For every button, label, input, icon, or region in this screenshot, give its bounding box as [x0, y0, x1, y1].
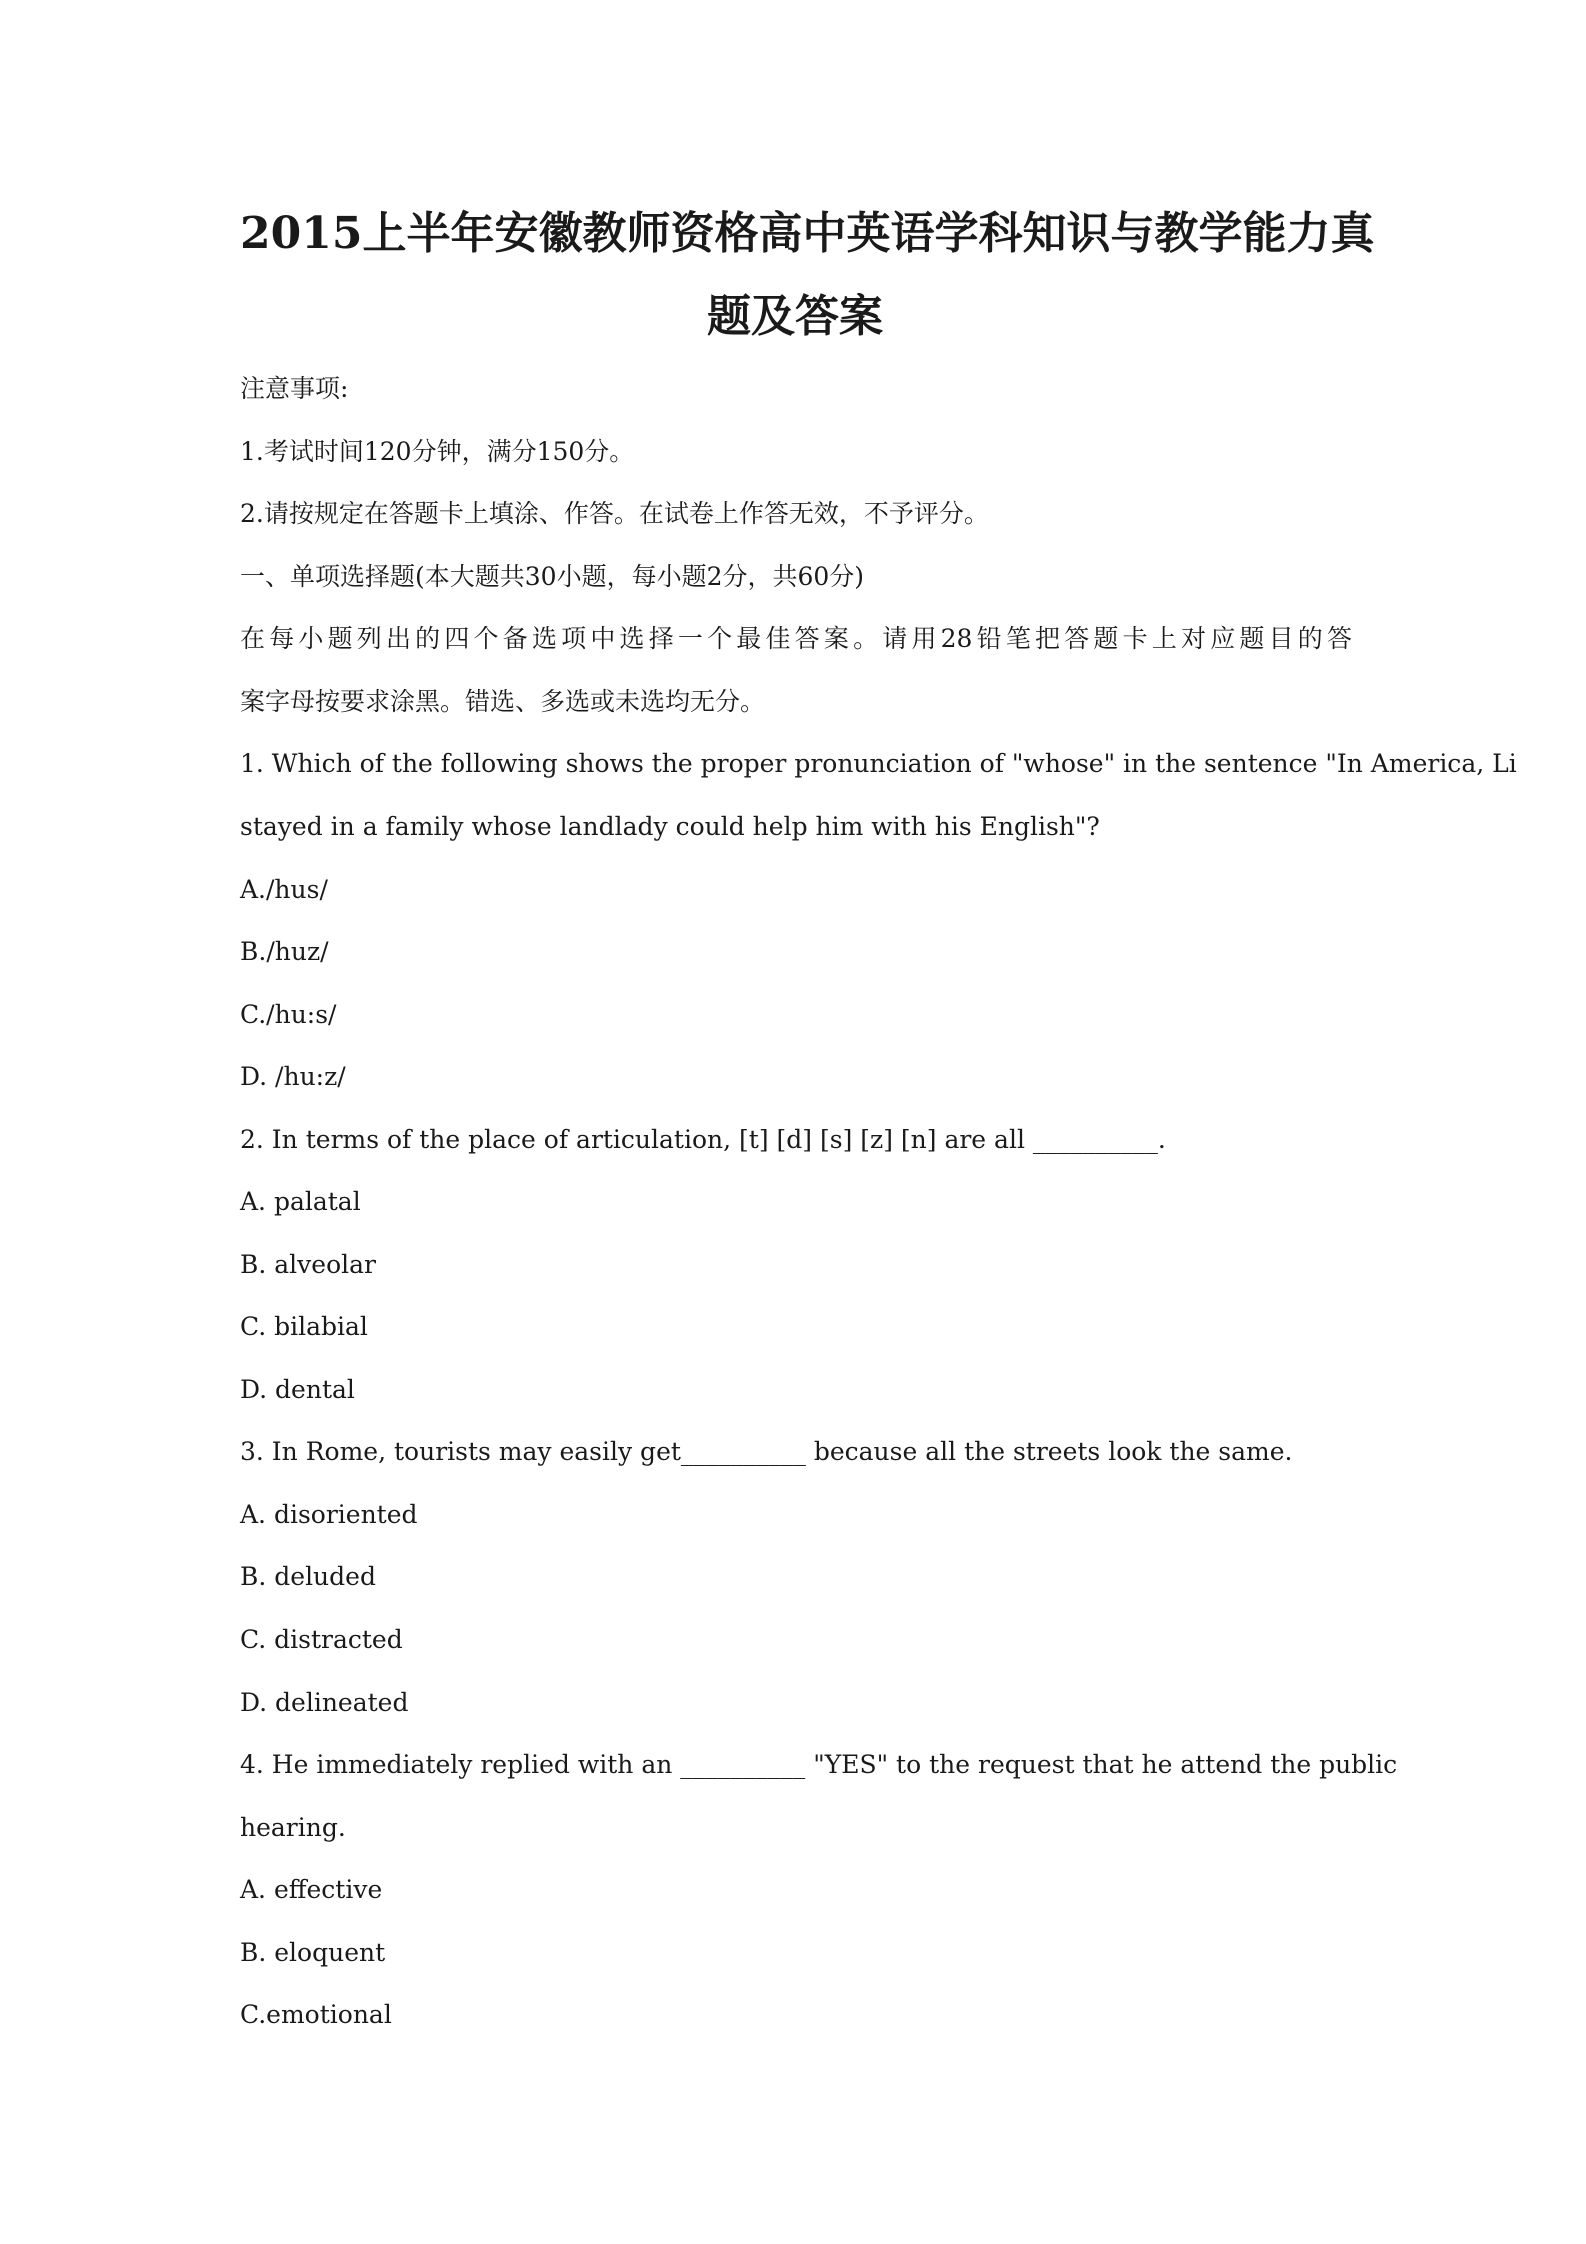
question-4-stem-line-2: hearing. [240, 1813, 346, 1842]
question-4-option-c: C.emotional [240, 2000, 392, 2029]
question-4-option-a: A. effective [240, 1875, 383, 1904]
section-instruction-line-1: 在每小题列出的四个备选项中选择一个最佳答案。请用28铅笔把答题卡上对应题目的答 [240, 624, 1352, 653]
question-2-option-c: C. bilabial [240, 1312, 368, 1341]
question-4-option-b: B. eloquent [240, 1938, 386, 1967]
question-2-stem: 2. In terms of the place of articulation, [t] [d] [s] [z] [n] are all __________. [240, 1125, 1166, 1154]
notice-item-1: 1.考试时间120分钟，满分150分。 [240, 437, 635, 466]
question-1-option-a: A./hus/ [240, 875, 328, 904]
document-title-line-1: 2015上半年安徽教师资格高中英语学科知识与教学能力真 [240, 208, 1375, 259]
question-1-option-c: C./hu:s/ [240, 1000, 337, 1029]
section-instruction-line-2: 案字母按要求涂黑。错选、多选或未选均无分。 [240, 687, 766, 716]
question-2-option-b: B. alveolar [240, 1250, 376, 1279]
question-1-option-b: B./huz/ [240, 937, 329, 966]
question-3-option-a: A. disoriented [240, 1500, 418, 1529]
notice-item-2: 2.请按规定在答题卡上填涂、作答。在试卷上作答无效，不予评分。 [240, 499, 989, 528]
document-title-line-2: 题及答案 [707, 291, 883, 342]
question-2-option-a: A. palatal [240, 1187, 361, 1216]
question-1-stem-line-1: 1. Which of the following shows the proper pronunciation of "whose" in the sentence "In America, Li [240, 749, 1517, 778]
question-3-option-b: B. deluded [240, 1562, 376, 1591]
question-3-stem: 3. In Rome, tourists may easily get__________ because all the streets look the same. [240, 1437, 1293, 1466]
question-3-option-d: D. delineated [240, 1688, 409, 1717]
section-heading: 一、单项选择题(本大题共30小题，每小题2分，共60分) [240, 562, 865, 591]
question-1-stem-line-2: stayed in a family whose landlady could help him with his English"? [240, 812, 1100, 841]
question-4-stem-line-1: 4. He immediately replied with an __________ "YES" to the request that he attend the public [240, 1750, 1398, 1779]
question-2-option-d: D. dental [240, 1375, 355, 1404]
notice-heading: 注意事项: [240, 374, 349, 403]
question-3-option-c: C. distracted [240, 1625, 403, 1654]
question-1-option-d: D. /hu:z/ [240, 1062, 346, 1091]
